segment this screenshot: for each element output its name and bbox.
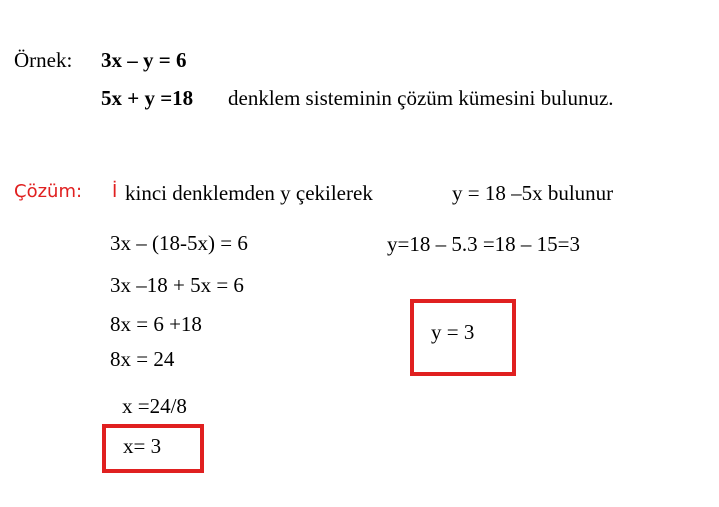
solution-intro-result: y = 18 –5x bulunur	[452, 181, 614, 205]
y-answer-box	[410, 299, 516, 376]
solution-label: Çözüm:	[14, 181, 83, 202]
step-2: 3x –18 + 5x = 6	[110, 273, 244, 297]
x-answer: x= 3	[123, 434, 162, 458]
x-answer-box	[102, 424, 204, 473]
solution-intro-initial: İ	[112, 181, 118, 202]
step-5: x =24/8	[122, 394, 187, 418]
step-1: 3x – (18-5x) = 6	[110, 231, 248, 255]
equation-1: 3x – y = 6	[101, 48, 187, 72]
step-3: 8x = 6 +18	[110, 312, 202, 336]
example-label: Örnek:	[14, 48, 73, 72]
y-substitution-step: y=18 – 5.3 =18 – 15=3	[387, 232, 581, 256]
equation-2: 5x + y =18	[101, 86, 194, 110]
step-4: 8x = 24	[110, 347, 175, 371]
problem-statement: denklem sisteminin çözüm kümesini bulunuz.	[228, 86, 614, 110]
y-answer: y = 3	[431, 320, 475, 344]
solution-intro: kinci denklemden y çekilerek	[125, 181, 373, 205]
